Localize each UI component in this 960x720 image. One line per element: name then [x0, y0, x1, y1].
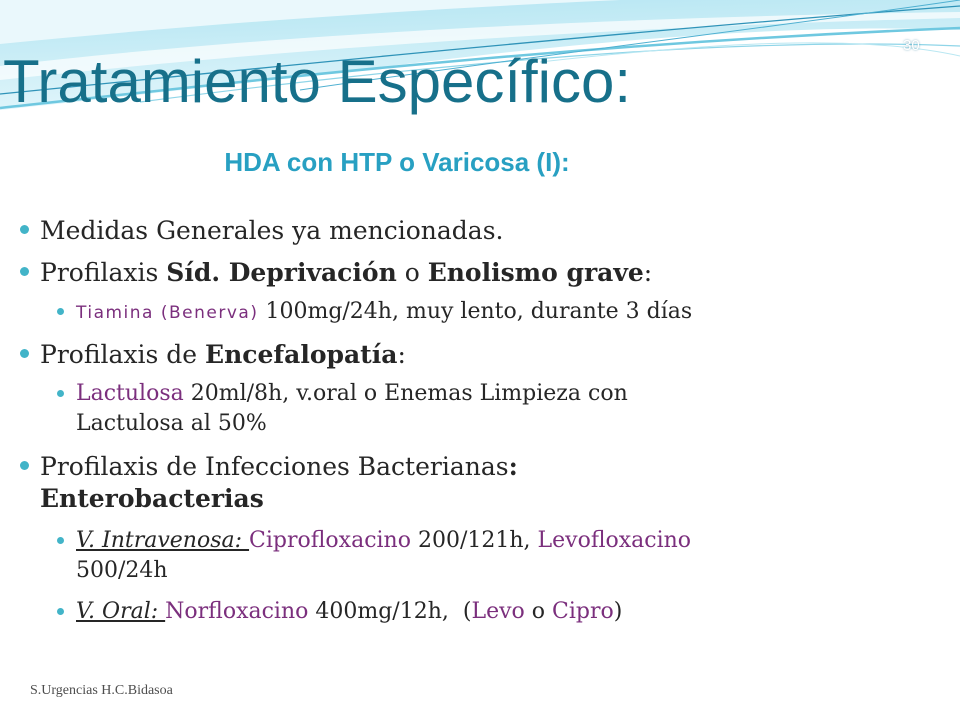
sub-bullet-via-oral [76, 597, 622, 627]
text-run: o [396, 258, 428, 287]
bullet-profilaxis-encefalopatia [40, 339, 406, 371]
sub-bullet-line [76, 409, 628, 439]
text-run: : [397, 340, 406, 369]
bullet-medidas-generales [40, 215, 503, 247]
sub-bullet-icon [57, 608, 64, 615]
route-label: V. Intravenosa: [76, 528, 250, 553]
bold-text-run: Síd. Deprivación [166, 258, 397, 287]
bullet-icon [20, 349, 29, 358]
bullet-icon [20, 461, 29, 470]
text-run: Lactulosa al 50% [76, 411, 267, 436]
text-run: Profilaxis [40, 258, 167, 287]
text-run: 20ml/8h, v.oral o Enemas Limpieza con [183, 381, 628, 406]
bold-text-run: : [508, 452, 518, 481]
sub-bullet-line [76, 556, 691, 586]
bold-text-run: Enolismo grave [427, 258, 644, 287]
bold-text-run: Enterobacterias [40, 484, 264, 513]
drug-name: Norfloxacino [165, 599, 309, 624]
text-run: Medidas Generales ya mencionadas. [40, 216, 504, 245]
bold-text-run: Encefalopatía [205, 340, 398, 369]
bullet-line [40, 257, 652, 289]
bullet-line [40, 451, 518, 483]
drug-name: Ciprofloxacino [249, 528, 411, 553]
sub-bullet-line [76, 526, 691, 556]
bullet-icon [20, 267, 29, 276]
sub-bullet-via-intravenosa [76, 526, 691, 586]
sub-bullet-tiamina [76, 297, 692, 328]
drug-name: Levofloxacino [537, 528, 692, 553]
bullet-profilaxis-infecciones [40, 451, 518, 515]
drug-name: Cipro [552, 599, 614, 624]
text-run: 200/121h, [410, 528, 538, 553]
footer-text: S.Urgencias H.C.Bidasoa [30, 683, 173, 698]
drug-name: Tiamina (Benerva) [76, 303, 259, 323]
sub-bullet-line [76, 297, 692, 328]
text-run: Profilaxis de Infecciones Bacterianas [40, 452, 509, 481]
bullet-profilaxis-deprivacion [40, 257, 652, 289]
text-run: ) [613, 599, 623, 624]
bullet-line [40, 215, 503, 247]
sub-bullet-icon [57, 390, 64, 397]
text-run: 400mg/12h, ( [308, 599, 472, 624]
text-run: : [643, 258, 653, 287]
drug-name: Lactulosa [76, 381, 184, 406]
sub-bullet-icon [57, 308, 64, 315]
slide-title: Tratamiento Específico: [3, 48, 632, 115]
text-run: Profilaxis de [40, 340, 206, 369]
bullet-icon [20, 225, 29, 234]
bullet-line [40, 483, 518, 515]
sub-bullet-line [76, 597, 622, 627]
text-run: 500/24h [76, 558, 168, 583]
text-run: 100mg/24h, muy lento, durante 3 días [258, 299, 693, 324]
slide-subtitle: HDA con HTP o Varicosa (I): [224, 147, 570, 177]
route-label: V. Oral: [76, 599, 166, 624]
text-run: o [524, 599, 552, 624]
drug-name: Levo [471, 599, 525, 624]
sub-bullet-line [76, 379, 628, 409]
bullet-line [40, 339, 406, 371]
slide-number: 30 [903, 37, 920, 54]
sub-bullet-lactulosa [76, 379, 628, 439]
sub-bullet-icon [57, 537, 64, 544]
